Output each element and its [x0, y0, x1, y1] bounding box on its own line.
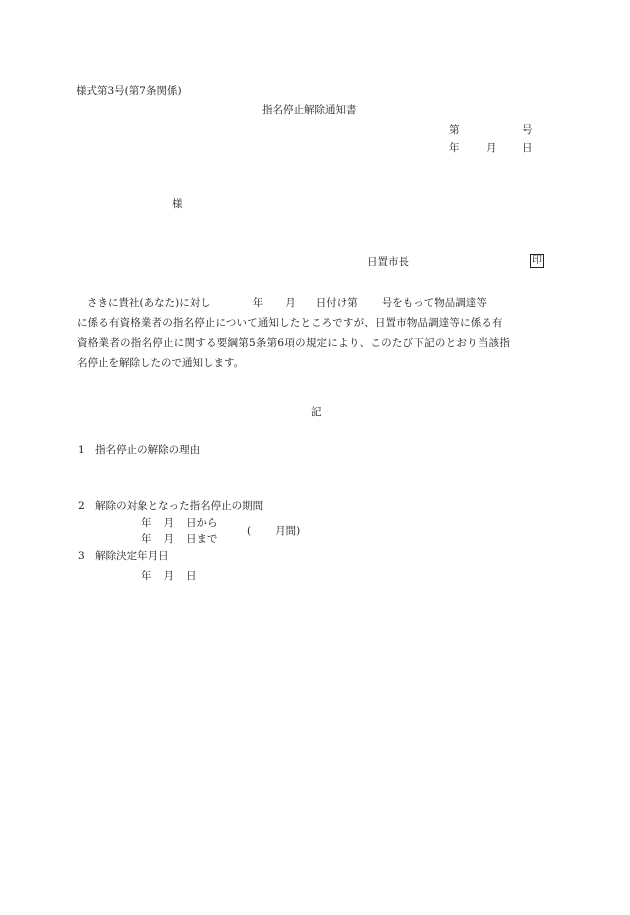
body-line-3: 資格業者の指名停止に関する要綱第5条第6項の規定により、このたび下記のとおり当該指 [77, 337, 511, 349]
form-number-label: 様式第3号(第7条関係) [76, 85, 182, 97]
document-number-prefix: 第 [449, 124, 460, 136]
seal-mark: 印 [532, 255, 542, 266]
body-line-4: 名停止を解除したので通知します。 [77, 357, 245, 369]
notice-body [77, 293, 559, 373]
body-line-2: に係る有資格業者の指名停止について通知したところですが、日置市物品調達等に係る有 [77, 317, 503, 329]
document-title: 指名停止解除通知書 [262, 104, 357, 116]
issue-date-month: 月 [486, 142, 497, 154]
period-from: 年 月 日から [141, 517, 218, 529]
item-1-reason: 1 指名停止の解除の理由 [78, 444, 201, 456]
decision-date-fields: 年 月 日 [141, 570, 197, 582]
issue-date-year: 年 [449, 142, 460, 154]
body-line-1: さきに貴社(あなた)に対し 年 月 日付け第 号をもって物品調達等 [87, 297, 487, 309]
issue-date-day: 日 [522, 142, 533, 154]
document-number-suffix: 号 [522, 124, 533, 136]
period-to: 年 月 日まで [141, 533, 218, 545]
issuer-name: 日置市長 [367, 256, 409, 268]
period-duration: ( 月間) [247, 525, 301, 537]
item-3-decision-date: 3 解除決定年月日 [78, 550, 169, 562]
ki-heading: 記 [311, 406, 322, 418]
addressee-honorific: 様 [172, 198, 183, 210]
item-2-period: 2 解除の対象となった指名停止の期間 [78, 500, 264, 512]
